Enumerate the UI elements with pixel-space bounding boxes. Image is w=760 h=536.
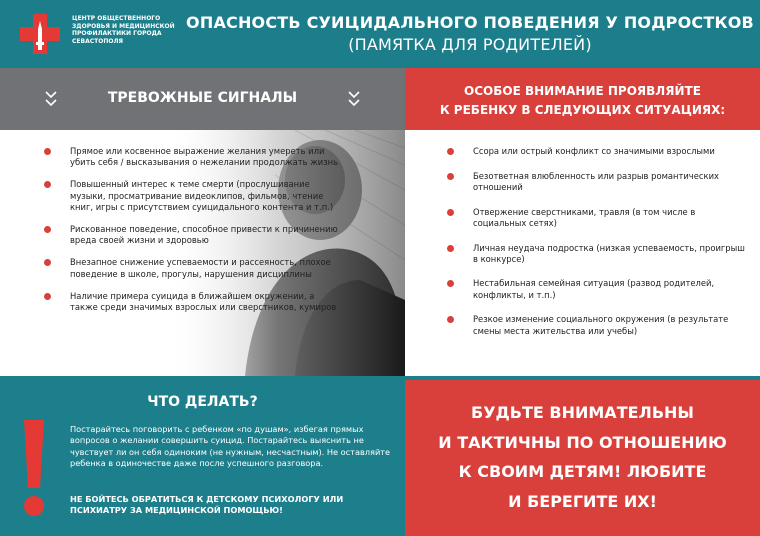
attention-panel (405, 130, 760, 376)
page-title (180, 12, 760, 56)
list-item: Прямое или косвенное выражение желания умереть или убить себя / высказывания о нежелании продолжать жизнь (44, 146, 344, 168)
list-item: Безответная влюбленность или разрыв романтических отношений (447, 171, 747, 193)
closing-line-3: К СВОИМ ДЕТЯМ! ЛЮБИТЕ (458, 462, 707, 481)
bullet-dot-icon (447, 280, 454, 287)
closing-line-4: И БЕРЕГИТЕ ИХ! (508, 491, 657, 511)
bullet-dot-icon (447, 209, 454, 216)
list-item: Повышенный интерес к теме смерти (прослушивание музыки, просматривание видеоклипов, фильмов, чтение книг, игры с присутствием суицидального контента и т.п.) (44, 179, 344, 213)
list-item: Отвержение сверстниками, травля (в том числе в социальных сетях) (447, 207, 747, 229)
page-subtitle: (ПАМЯТКА ДЛЯ РОДИТЕЛЕЙ) (348, 35, 592, 54)
list-item: Рискованное поведение, способное привести к причинению вреда своей жизни и здоровью (44, 224, 344, 246)
bullet-dot-icon (44, 293, 51, 300)
bullet-dot-icon (447, 316, 454, 323)
attention-band (405, 68, 760, 130)
what-to-do-cta: НЕ БОЙТЕСЬ ОБРАТИТЬСЯ К ДЕТСКОМУ ПСИХОЛОГУ ИЛИ ПСИХИАТРУ ЗА МЕДИЦИНСКОЙ ПОМОЩЬЮ! (70, 494, 344, 516)
bullet-dot-icon (44, 226, 51, 233)
bullet-dot-icon (447, 173, 454, 180)
list-item: Внезапное снижение успеваемости и рассеяность, плохое поведение в школе, прогулы, нарушения дисциплины (44, 257, 344, 279)
list-item: Нестабильная семейная ситуация (развод родителей, конфликты, и т.п.) (447, 278, 747, 300)
closing-line-1: БУДЬТЕ ВНИМАТЕЛЬНЫ (471, 403, 694, 422)
closing-panel (405, 380, 760, 536)
list-item: Ссора или острый конфликт со значимыми взрослыми (447, 146, 747, 157)
bullet-dot-icon (447, 148, 454, 155)
closing-line-2: И ТАКТИЧНЫ ПО ОТНОШЕНИЮ (438, 432, 727, 452)
bullet-dot-icon (44, 259, 51, 266)
warning-signs-panel (0, 130, 405, 376)
organization-name: ЦЕНТР ОБЩЕСТВЕННОГО ЗДОРОВЬЯ И МЕДИЦИНСКОЙ ПРОФИЛАКТИКИ ГОРОДА СЕВАСТОПОЛЯ (72, 15, 175, 45)
attention-title-line1: ОСОБОЕ ВНИМАНИЕ ПРОЯВЛЯЙТЕ (464, 84, 701, 98)
bullet-dot-icon (44, 181, 51, 188)
warning-signs-band (0, 68, 405, 130)
exclamation-mark-icon (20, 418, 48, 518)
page-title-main: ОПАСНОСТЬ СУИЦИДАЛЬНОГО ПОВЕДЕНИЯ У ПОДРОСТКОВ (186, 13, 754, 32)
warning-signs-title: ТРЕВОЖНЫЕ СИГНАЛЫ (107, 90, 298, 106)
medical-cross-logo-icon (18, 12, 62, 56)
what-to-do-text: Постарайтесь поговорить с ребенком «по душам», избегая прямых вопросов о желании совершить суицид. Постарайтесь выяснить не чувствует ли он себя одиноким (не нужным, несчастным). Не оставляйте ребенка в одиночестве даже после успешного разговора. (70, 424, 391, 469)
attention-title-line2: К РЕБЕНКУ В СЛЕДУЮЩИХ СИТУАЦИЯХ: (439, 103, 726, 117)
what-to-do-panel (0, 380, 405, 536)
attention-title (405, 82, 760, 120)
bullet-dot-icon (447, 245, 454, 252)
warning-signs-list (44, 146, 344, 324)
double-chevron-down-icon (347, 90, 361, 108)
list-item: Личная неудача подростка (низкая успеваемость, проигрыш в конкурсе) (447, 243, 747, 265)
closing-message (405, 398, 760, 516)
header (0, 0, 760, 68)
attention-list (447, 146, 747, 350)
list-item: Резкое изменение социального окружения (в результате смены места жительства или учебы) (447, 314, 747, 336)
bullet-dot-icon (44, 148, 51, 155)
list-item: Наличие примера суицида в ближайшем окружении, а также среди значимых взрослых или сверстников, кумиров (44, 291, 344, 313)
what-to-do-title: ЧТО ДЕЛАТЬ? (147, 394, 258, 410)
